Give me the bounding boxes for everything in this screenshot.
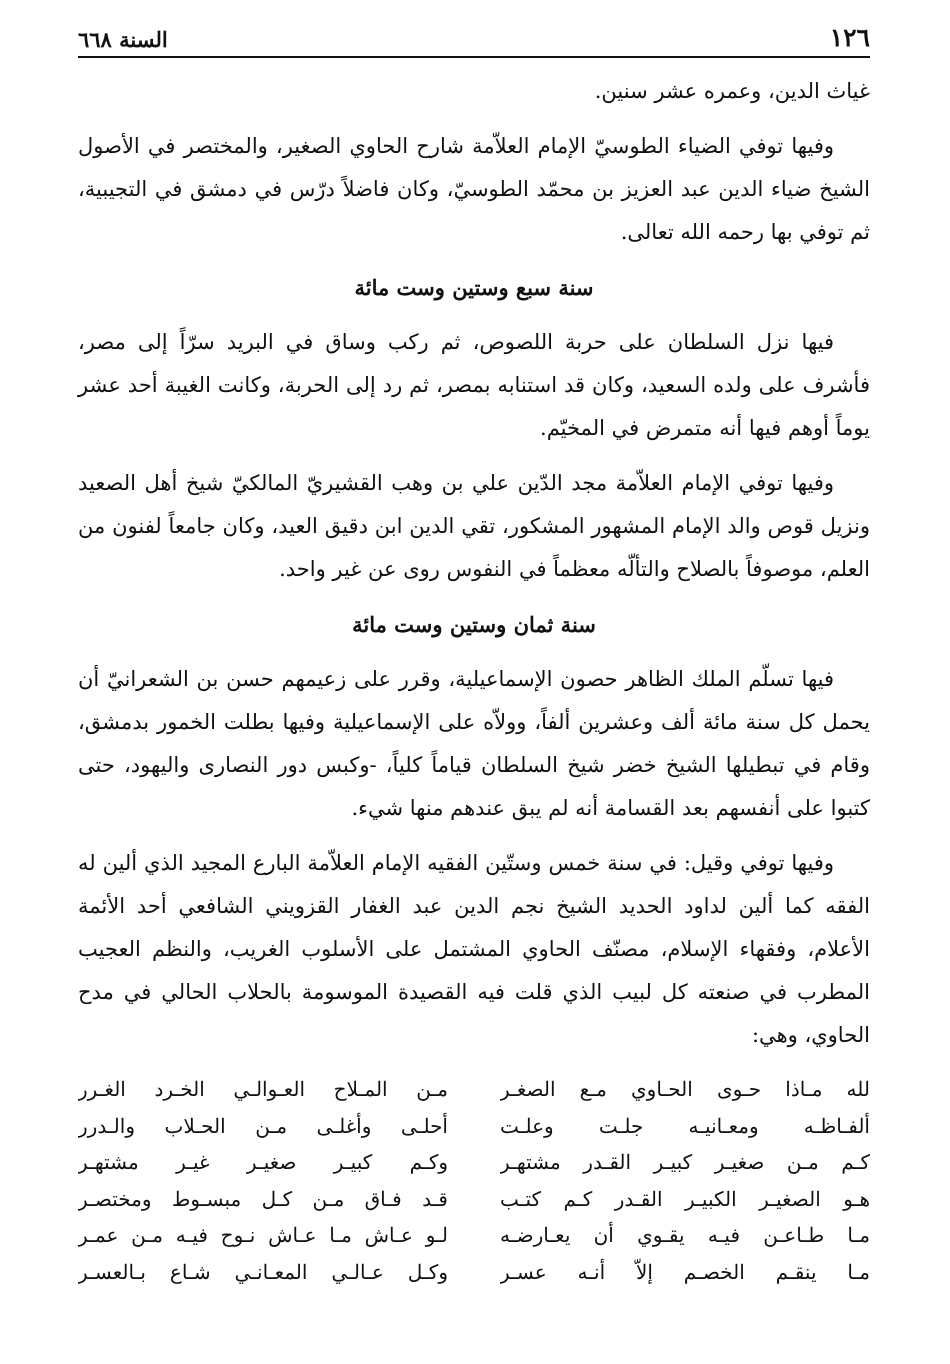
paragraph-tusi-obituary: وفيها توفي الضياء الطوسيّ الإمام العلاّمة شارح الحاوي الصغير، والمختصر في الأصول الشيخ ضياء الدين عبد العزيز بن محمّد الطوسيّ، وكان فاضلاً درّس في دمشق في التجيبية، ثم توفي بها رحمه الله تعالى. (78, 134, 870, 244)
verse-second-hemistich: أحلـى وأغلـى مـن الحـلاب والـدرر (78, 1113, 448, 1138)
verse-first-hemistich: مـا طـاعـن فيـه يقـوي أن يعـارضـه (500, 1223, 870, 1247)
paragraph-ismailis: فيها تسلّم الملك الظاهر حصون الإسماعيلية، وقرر على زعيمهم حسن بن الشعرانيّ أن يحمل كل سنة مائة ألف وعشرين ألفاً، وولاّه على الإسماعيلية وفيها بطلت الخمور بدمشق، وقام في تبطيلها الشيخ خضر شيخ السلطان قياماً كلياً، -وكبس دور النصارى واليهود، حتى كتبوا على أنفسهم بعد القسامة أنه لم يبق عندهم منها شيء. (78, 667, 870, 820)
paragraph-sultan-ride: فيها نزل السلطان على حربة اللصوص، ثم ركب وساق في البريد سرّاً إلى مصر، فأشرف على ولده السعيد، وكان قد استنابه بمصر، ثم رد إلى الحربة، وكانت الغيبة أحد عشر يوماً أوهم فيها أنه متمرض في المخيّم. (78, 330, 870, 440)
verse-second-hemistich: مـن المـلاح العـوالـي الخـرد الغـرر (78, 1077, 448, 1101)
section-heading-667: سنة سبع وستين وست مائة (354, 275, 594, 300)
poem-verse (78, 1254, 870, 1291)
verse-second-hemistich: لـو عـاش مـا عـاش نـوح فيـه مـن عمـر (78, 1223, 448, 1247)
paragraph-continuation: غياث الدين، وعمره عشر سنين. (594, 79, 870, 103)
paragraph-qushayri-obituary: وفيها توفي الإمام العلاّمة مجد الدّين علي بن وهب القشيريّ المالكيّ شيخ أهل الصعيد ونزيل قوص والد الإمام المشهور المشكور، تقي الدين ابن دقيق العيد، وكان جامعاً لفنون من العلم، موصوفاً بالصلاح والتألّه معظماً في النفوس روى عن غير واحد. (78, 471, 870, 581)
verse-second-hemistich: وكـل عـالـي المعـانـي شـاع بـالعسـر (78, 1259, 448, 1284)
verse-first-hemistich: مـا ينقـم الخصـم إلاّ أنـه عسـر (500, 1259, 870, 1284)
verse-second-hemistich: وكـم كبيـر صغيـر غيـر مشتهـر (78, 1150, 448, 1174)
paragraph-qazwini-obituary: وفيها توفي وقيل: في سنة خمس وستّين الفقيه الإمام العلاّمة البارع المجيد الذي ألين له الفقه كما ألين لداود الحديد الشيخ نجم الدين عبد الغفار القزويني الشافعي أحد الأئمة الأعلام، وفقهاء الإسلام، مصنّف الحاوي المشتمل على الأسلوب الغريب، والنظم العجيب المطرب في صنعته كل لبيب الذي قلت فيه القصيدة الموسومة بالحلاب الحالي في مدح الحاوي، وهي: (78, 851, 870, 1047)
poem-verse (78, 1108, 870, 1145)
verse-second-hemistich: قـد فـاق مـن كـل مبسـوط ومختصـر (78, 1186, 448, 1211)
verse-first-hemistich: هـو الصغيـر الكبيـر القـدر كـم كتـب (500, 1186, 870, 1211)
header-rule (78, 56, 870, 58)
verse-first-hemistich: لله مـاذا حـوى الحـاوي مـع الصغـر (500, 1077, 870, 1101)
poem-verse (78, 1181, 870, 1218)
verse-first-hemistich: كـم مـن صغيـر كبيـر القـدر مشتهـر (500, 1150, 870, 1174)
year-label: السنة ٦٦٨ (78, 27, 168, 52)
poem (78, 1071, 870, 1290)
poem-verse (78, 1217, 870, 1254)
poem-verse (78, 1071, 870, 1108)
body-text (78, 70, 870, 1057)
page-number: ١٢٦ (829, 23, 870, 52)
running-head (78, 14, 870, 50)
book-page (78, 14, 870, 1290)
poem-verse (78, 1144, 870, 1181)
verse-first-hemistich: ألفـاظـه ومعـانيـه جلـت وعلـت (500, 1113, 870, 1138)
section-heading-668: سنة ثمان وستين وست مائة (352, 612, 596, 637)
